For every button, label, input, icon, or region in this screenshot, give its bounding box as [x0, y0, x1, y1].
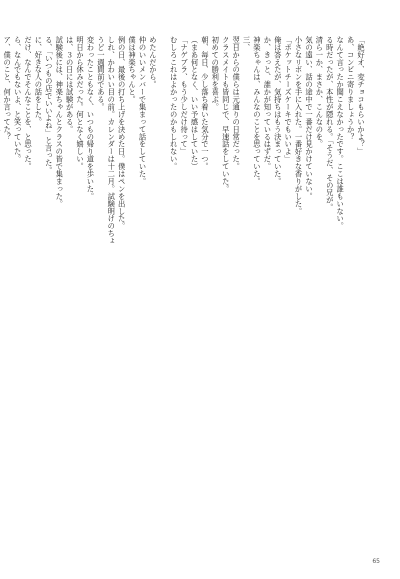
paragraph: 「ナゲブラ、もう少しだけ待って」	[180, 36, 190, 156]
paragraph: うど一週間前である。	[96, 36, 106, 111]
paragraph: 気の遠い、話の途中で一番だけ見かけていない。	[304, 36, 314, 200]
paragraph: る、「いつもの店でいいよね」と言った。	[44, 36, 54, 174]
paragraph: クラスメイトも皆同じで、早速話をしていた。	[221, 36, 231, 193]
paragraph: 仲のいいメンバーで集まって話をしていた。	[138, 36, 148, 185]
paragraph: むしろこれはよかったのかもしれない。	[169, 36, 179, 171]
paragraph: か、きっと、誰かが知っているはずだ。	[263, 36, 273, 171]
paragraph: る時だったが、本性が隠れる。「そうだ、その兄が。	[325, 36, 335, 212]
paragraph: 俺は答えたが、気持ちはもう決まっていた。	[273, 36, 283, 185]
vertical-body-text	[3, 36, 366, 556]
paragraph: 僕は神楽ちゃんと。	[128, 36, 138, 104]
paragraph: あ、コンビニ寄りましょうか？	[346, 36, 356, 141]
paragraph: 初めての勝利を喜ぶ。	[211, 36, 221, 111]
page-number: 65	[372, 558, 380, 565]
paragraph: ら、なんでもないよ、と笑っていた。	[13, 36, 23, 163]
paragraph: なんて言ったか聞こえなかったです。ここは誰もいない。	[336, 36, 346, 230]
paragraph: 「絶好オ、変チョコもらいかよ？」	[357, 36, 366, 156]
paragraph	[0, 36, 2, 556]
paragraph: 神楽ちゃんは、みんなのことを思っていた。	[252, 36, 262, 185]
paragraph: 変わったこともなく、いつもの帰り道を歩いた。	[86, 36, 96, 200]
paragraph: 朝、毎日、少し落ち着いた気分で一つ。	[200, 36, 210, 171]
paragraph: 翌日からの僕らは元通りの日常だった。	[232, 36, 242, 171]
paragraph: しれ、かわいい目の前。カレンダーは十二月。試験明けのちょ	[107, 36, 117, 245]
paragraph: 明日から休みだった。何となく嬉しい。	[76, 36, 86, 171]
paragraph: 小さなリボンを手に入れた。一番好きな香りがした。	[294, 36, 304, 215]
paragraph: 清ら一か、まさか、こんなのを。	[315, 36, 325, 148]
paragraph: 三、	[242, 36, 252, 51]
paragraph: に、好きな人の話をした。	[34, 36, 44, 126]
paragraph: 例の日、最後の打ち上げを決めた日。僕はペンを出した。	[117, 36, 127, 230]
paragraph: ア、僕のこと、何か言ってた？	[3, 36, 13, 141]
paragraph: めたんだから。	[148, 36, 158, 89]
paragraph: 試験後には、神楽ちゃんとクラスの皆で集まった。	[55, 36, 65, 208]
paragraph: 「ポケットチーズケーキでもいいよ」	[284, 36, 294, 163]
paragraph: だけ、なんでそんなことを、と思った。	[24, 36, 33, 171]
paragraph: （まあ何となく、いい予感はしていた）	[190, 36, 200, 171]
paragraph: は、３の日には試験がある。	[65, 36, 75, 133]
